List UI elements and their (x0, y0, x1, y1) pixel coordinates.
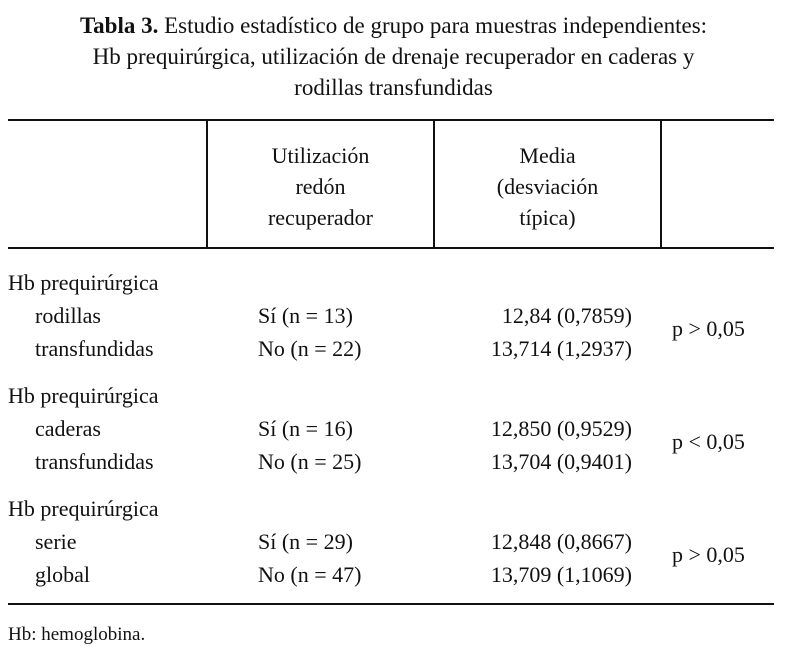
group-label: Hb prequirúrgica caderas transfundidas (8, 383, 159, 474)
header-drain-use: Utilización redón recuperador (267, 143, 374, 230)
caption-line2: Hb prequirúrgica, utilización de drenaje recuperador en caderas y (92, 44, 695, 69)
table-bottom-rule (8, 603, 774, 605)
caption-line1: Estudio estadístico de grupo para muestras independientes: (164, 13, 708, 38)
mean-cell: 12,850 (0,9529) 13,704 (0,9401) (490, 416, 632, 474)
p-value: p > 0,05 (672, 542, 745, 567)
mean-cell: 12,848 (0,8667) 13,709 (1,1069) (490, 529, 632, 587)
header-mean-sd: Media (desviación típica) (496, 143, 599, 230)
group-cell: Sí (n = 29) No (n = 47) (258, 529, 362, 587)
caption-line3: rodillas transfundidas (294, 75, 493, 100)
p-value: p > 0,05 (672, 316, 745, 341)
mean-cell: 12,84 (0,7859) 13,714 (1,2937) (490, 303, 632, 361)
group-cell: Sí (n = 13) No (n = 22) (258, 303, 362, 361)
column-divider (660, 120, 662, 248)
caption-label: Tabla 3. (79, 13, 159, 38)
p-value: p < 0,05 (672, 429, 745, 454)
table-caption (0, 10, 787, 103)
group-label: Hb prequirúrgica serie global (8, 496, 159, 587)
footnote: Hb: hemoglobina. (8, 624, 146, 645)
group-label: Hb prequirúrgica rodillas transfundidas (8, 270, 159, 361)
group-cell: Sí (n = 16) No (n = 25) (258, 416, 362, 474)
